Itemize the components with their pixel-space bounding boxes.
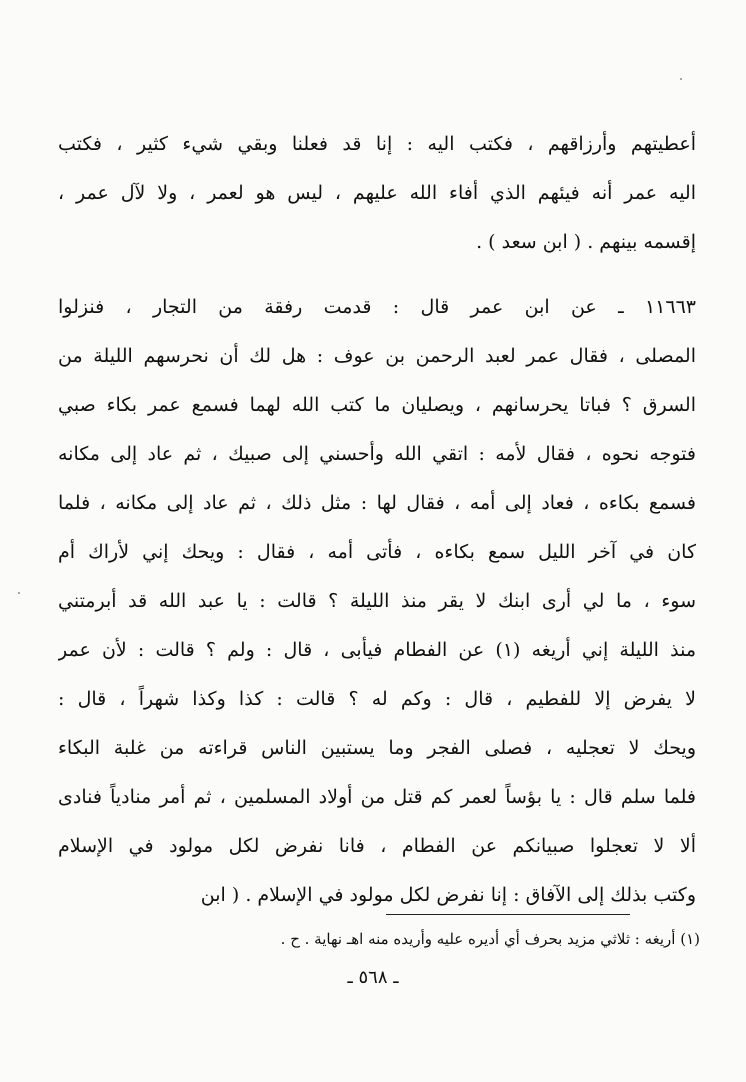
text-line: منذ الليلة إني أريغه (١) عن الفطام فيأبى ، قال : ولم ؟ قالت : لأن عمر	[58, 639, 696, 661]
text-line: السرق ؟ فباتا يحرسانهم ، ويصليان ما كتب الله لهما فسمع عمر بكاء صبي	[58, 394, 696, 416]
text-line: كان في آخر الليل سمع بكاءه ، فأتى أمه ، فقال : ويحك إني لأراك أم	[58, 541, 696, 563]
text-line: فلما سلم قال : يا بؤساً لعمر كم قتل من أولاد المسلمين ، ثم أمر منادياً فنادى	[58, 786, 696, 808]
text-line: ألا لا تعجلوا صبيانكم عن الفطام ، فانا نفرض لكل مولود في الإسلام	[58, 835, 696, 857]
scan-speck	[18, 592, 20, 594]
footnote-divider	[386, 914, 630, 915]
text-line: أعطيتهم وأرزاقهم ، فكتب اليه : إنا قد فعلنا وبقي شيء كثير ، فكتب	[58, 133, 696, 155]
text-line: المصلى ، فقال عمر لعبد الرحمن بن عوف : هل لك أن نحرسهم الليلة من	[58, 345, 696, 367]
paragraph-1	[58, 120, 696, 267]
scan-speck	[680, 78, 682, 80]
text-line: ويحك لا تعجليه ، فصلى الفجر وما يستبين الناس قراءته من غلبة البكاء	[58, 737, 696, 759]
footnote: (١) أريغه : ثلاثي مزيد بحرف أي أديره عليه وأريده منه اهـ نهاية . ح .	[280, 930, 700, 948]
text-line: فتوجه نحوه ، فقال لأمه : اتقي الله وأحسني إلى صبيك ، ثم عاد إلى مكانه	[58, 443, 696, 465]
paragraph-2	[58, 283, 696, 920]
text-line: اليه عمر أنه فيئهم الذي أفاء الله عليهم ، ليس هو لعمر ، ولا لآل عمر ،	[58, 182, 696, 204]
text-line: وكتب بذلك إلى الآفاق : إنا نفرض لكل مولود في الإسلام . ( ابن	[200, 884, 696, 906]
text-line: إقسمه بينهم . ( ابن سعد ) .	[476, 231, 696, 253]
text-line: سوء ، ما لي أرى ابنك لا يقر منذ الليلة ؟ قالت : يا عبد الله قد أبرمتني	[58, 590, 696, 612]
text-line: لا يفرض إلا للفطيم ، قال : وكم له ؟ قالت : كذا وكذا شهراً ، قال :	[58, 688, 696, 710]
text-line: ١١٦٦٣ ـ عن ابن عمر قال : قدمت رفقة من التجار ، فنزلوا	[58, 296, 696, 318]
text-line: فسمع بكاءه ، فعاد إلى أمه ، فقال لها : مثل ذلك ، ثم عاد إلى مكانه ، فلما	[58, 492, 696, 514]
page-number: ـ ٥٦٨ ـ	[347, 967, 399, 988]
